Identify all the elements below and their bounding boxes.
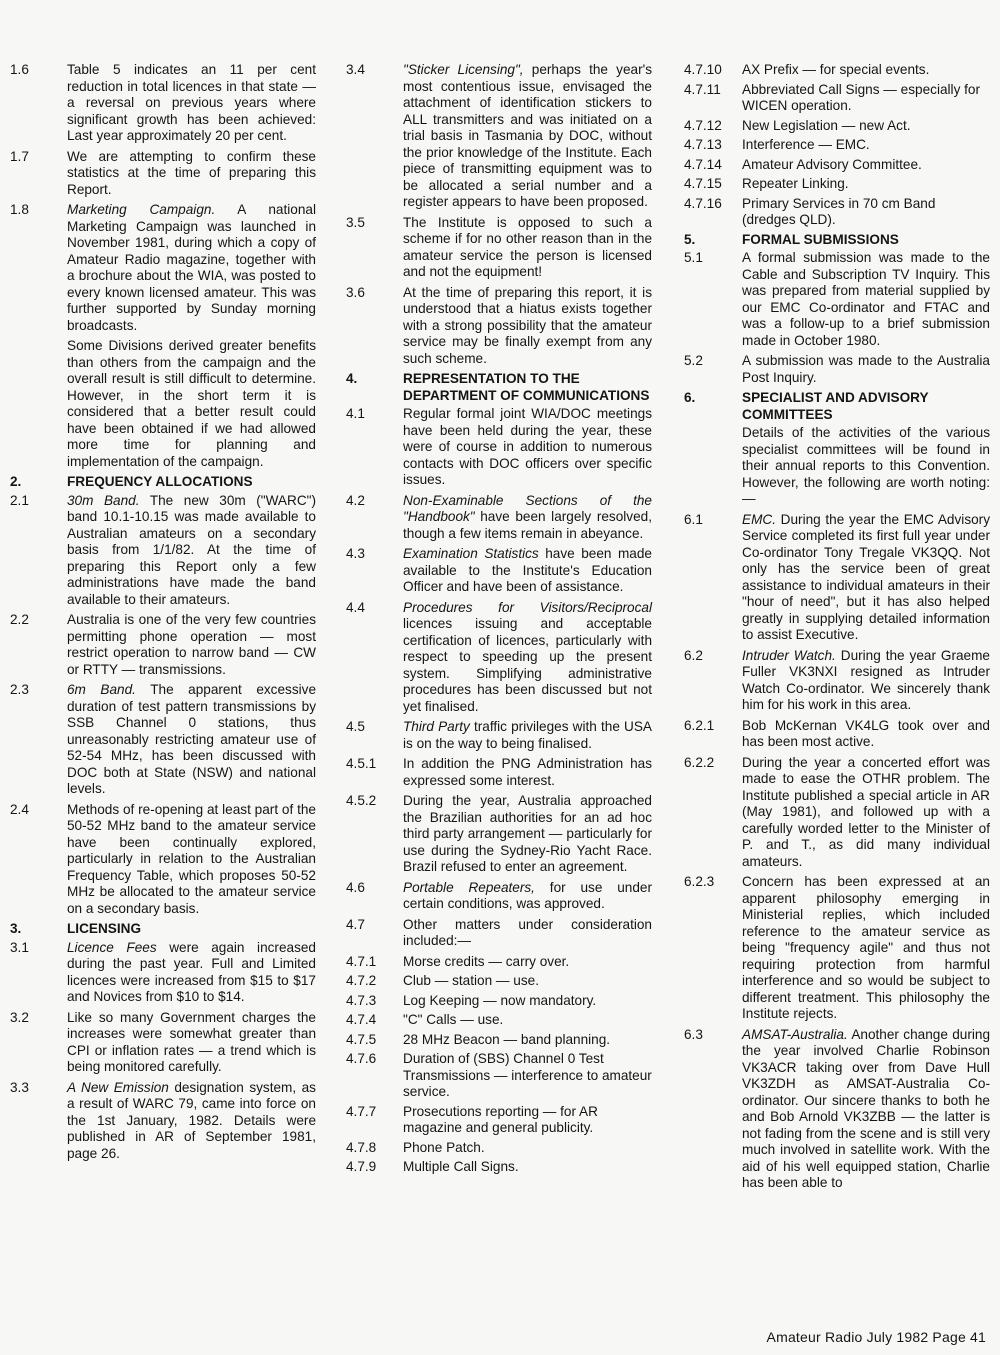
section-number: 4.7.11 [684,81,721,97]
paragraph-body [742,648,990,714]
heading-text: FREQUENCY ALLOCATIONS [67,474,253,489]
paragraph-title: Third Party [403,719,470,734]
section-number: 5.2 [684,353,703,368]
page-footer: Amateur Radio July 1982 Page 41 [766,1329,986,1345]
paragraph-text: During the year a concerted effort was made to ease the OTHR problem. The Institute published a special article in AR (May 1981), and followed up with a carefully worded letter to the Minister of P. and T., as did many individual amateurs. [742,754,990,869]
section-number: 3.2 [10,1009,29,1025]
paragraph-text: have been largely resolved, though a few items remain in abeyance. [403,509,652,541]
section-number: 4.5.1 [346,756,377,771]
column-right [684,62,990,1196]
list-item-4-7-9 [346,1159,652,1176]
list-text: Interference — EMC. [742,137,870,152]
paragraph-text: Bob McKernan VK4LG took over and has been most active. [742,717,990,749]
section-number: 4.6 [346,879,365,895]
section-number: 4.7.9 [346,1159,377,1174]
section-number: 4.7.16 [684,195,722,211]
paragraph-1-8 [10,202,316,334]
paragraph-body [403,62,652,211]
list-text: Log Keeping — now mandatory. [403,992,597,1008]
list-item-4-7-14 [684,157,990,174]
paragraph-text: During the year, Australia approached the Brazilian authorities for an ad hoc third party arrangement — particularly for use during the Sydney-Rio Yacht Race. Brazil refused to enter an agreement. [403,793,652,874]
paragraph-text: We are attempting to confirm these statistics at the time of preparing this Report. [67,148,316,197]
section-heading-4 [346,371,652,404]
list-item-4-7-16 [684,196,990,229]
list-text: New Legislation — new Act. [742,117,911,133]
paragraph-6-2-3 [684,874,990,1023]
paragraph-4-6 [346,880,652,913]
paragraph-title: Marketing Campaign. [67,202,216,217]
paragraph-6-2-1 [684,718,990,751]
paragraph-1-8-continued: Some Divisions derived greater benefits than others from the campaign and the overall result is still difficult to determine. However, in the short term it is considered that a better result could have been obtained if we had allowed more time for planning and implementation of the campaign. [67,338,316,469]
paragraph-text: A submission was made to the Australia Post Inquiry. [742,353,990,385]
paragraph-text: have been made available to the Institute's Education Officer and have been of assistance. [403,546,652,594]
paragraph-text: Regular formal joint WIA/DOC meetings have been held during the year, these were of course in addition to numerous contacts with DOC officers over specific issues. [403,406,652,487]
paragraph-3-4 [346,62,652,211]
paragraph-title: "Sticker Licensing", [403,62,524,77]
list-item-4-7-12 [684,118,990,135]
paragraph-3-1 [10,940,316,1006]
paragraph-title: AMSAT-Australia. [742,1026,848,1042]
list-item-4-7-4 [346,1012,652,1029]
section-number: 4.7.12 [684,117,722,133]
paragraph-body [67,682,316,798]
paragraph-3-5 [346,215,652,281]
paragraph-6-2 [684,648,990,714]
paragraph-1-6 [10,62,316,145]
list-item-4-7-3 [346,993,652,1010]
paragraph-text: Australia is one of the very few countries permitting phone operation — most restrict operation to narrow band — CW or RTTY — transmissions. [67,612,316,677]
paragraph-title: EMC. [742,511,776,527]
column-left [10,62,316,1166]
section-number: 4.7.8 [346,1139,377,1155]
section-number: 2.1 [10,492,29,508]
heading-text: LICENSING [67,921,142,936]
paragraph-text: perhaps the year's most contentious issue, envisaged the attachment of identification stickers to ALL transmitters and was initiated on a trial basis in Tasmania by DOC, without the prior knowledge of the Institute. Each piece of transmitting equipment was to be allocated a serial number and a register appears to have been proposed. [403,62,652,209]
paragraph-text: A national Marketing Campaign was launched in November 1981, during which a copy of Amateur Radio magazine, together with a brochure about the WIA, was posted to every known licensed amateur. This was further supported by Sunday morning broadcasts. [67,202,316,333]
paragraph-text: traffic privileges with the USA is on the way to being finalised. [403,719,652,751]
section-number: 2.3 [10,682,29,697]
heading-text: REPRESENTATION TO THE DEPARTMENT OF COMMUNICATIONS [403,371,650,403]
paragraph-title: 30m Band. [67,492,140,508]
paragraph-text: The Institute is opposed to such a scheme if for no other reason than in the amateur service the person is licensed and not the equipment! [403,214,652,279]
section-number: 3.3 [10,1079,29,1095]
paragraph-4-3 [346,546,652,596]
paragraph-title: A New Emission [67,1079,169,1095]
paragraph-body [403,493,652,543]
paragraph-4-4 [346,600,652,716]
paragraph-body [403,880,652,913]
section-number: 4.7.14 [684,156,722,172]
paragraph-text: Like so many Government charges the increases were somewhat greater than CPI or inflation rates — a trend which is being monitored carefully. [67,1009,316,1074]
paragraph-4-1 [346,406,652,489]
list-item-4-7-8 [346,1140,652,1157]
paragraph-text: licences issuing and acceptable certification of licences, particularly with respect to speeding up the present system. Simplifying administrative procedures has been discussed but not yet finalised. [403,616,652,714]
section-number: 3. [10,921,22,936]
section-number: 4.5.2 [346,793,377,808]
list-text: Multiple Call Signs. [403,1159,519,1174]
section-number: 4.3 [346,546,365,561]
paragraph-4-5 [346,719,652,752]
paragraph-title: 6m Band. [67,682,136,697]
list-text: Repeater Linking. [742,176,849,191]
list-text: AX Prefix — for special events. [742,62,930,77]
section-number: 5. [684,231,696,247]
section-heading-2 [10,474,316,491]
paragraph-text: During the year the EMC Advisory Service completed its first full year under Co-ordinator Tony Tregale VK3QQ. Not only has the service been of great assistance to individual amateurs in their "hour of need", but it has also helped greatly in supplying detailed information to assist Executive. [742,511,990,642]
section-heading-5 [684,232,990,249]
section-number: 4. [346,371,358,386]
paragraph-6-1 [684,512,990,644]
list-item-4-7-7 [346,1104,652,1137]
list-text: "C" Calls — use. [403,1012,504,1027]
list-item-4-7-11 [684,82,990,115]
list-item-4-7-13 [684,137,990,154]
paragraph-title: Intruder Watch. [742,647,836,663]
heading-text: SPECIALIST AND ADVISORY COMMITTEES [742,390,929,422]
paragraph-2-4 [10,802,316,918]
section-number: 2.2 [10,612,29,627]
section-number: 4.5 [346,719,365,734]
paragraph-text: The apparent excessive duration of test pattern transmissions by SSB Channel 0 stations, thus unreasonably restricting amateur use of 52-54 MHz, has been discussed with DOC both at State (NSW) and national levels. [67,682,317,796]
paragraph-3-6 [346,285,652,368]
section-number: 4.7.5 [346,1031,377,1047]
paragraph-text: Methods of re-opening at least part of the 50-52 MHz band to the amateur service have been continually explored, particularly in relation to the Australian Frequency Table, which proposes 50-52 MHz be allocated to the amateur service on a secondary basis. [67,801,316,916]
section-number: 4.7.4 [346,1012,377,1027]
section-number: 3.6 [346,284,365,300]
section-number: 4.7.10 [684,62,722,77]
paragraph-1-7 [10,149,316,199]
paragraph-body [67,202,316,334]
paragraph-text: At the time of preparing this report, it is understood that a hiatus exists together with a strong possibility that the amateur service may be finally exempt from any such scheme. [403,284,652,366]
paragraph-5-2 [684,353,990,386]
section-number: 6.2 [684,647,703,663]
paragraph-body [403,719,652,752]
section-number: 2.4 [10,801,29,817]
list-item-4-7-5 [346,1032,652,1049]
list-item-4-7-15 [684,176,990,193]
list-text: Club — station — use. [403,973,539,988]
paragraph-text: During the year Graeme Fuller VK3NXI resigned as Intruder Watch Co-ordinator. We sincerely thank him for his work in this area. [742,647,990,712]
paragraph-6-3 [684,1027,990,1192]
section-number: 4.7.6 [346,1051,377,1066]
paragraph-4-5-2 [346,793,652,876]
list-text: Prosecutions reporting — for AR magazine and general publicity. [403,1103,598,1135]
paragraph-6-intro: Details of the activities of the various specialist committees will be found in their annual reports to this Convention. However, the following are worth noting:— [742,425,990,506]
list-text: Primary Services in 70 cm Band (dredges QLD). [742,195,936,227]
section-number: 4.7.13 [684,137,722,152]
section-number: 4.2 [346,492,365,508]
paragraph-4-2 [346,493,652,543]
paragraph-body [67,940,316,1006]
section-number: 3.5 [346,214,365,230]
column-middle [346,62,652,1179]
section-number: 4.7 [346,916,365,932]
paragraph-3-3 [10,1080,316,1163]
heading-text: FORMAL SUBMISSIONS [742,231,899,247]
section-number: 1.8 [10,202,29,217]
paragraph-5-1 [684,250,990,349]
paragraph-2-1 [10,493,316,609]
list-text: Phone Patch. [403,1139,485,1155]
list-text: Abbreviated Call Signs — especially for WICEN operation. [742,81,981,113]
section-heading-3 [10,921,316,938]
paragraph-text: In addition the PNG Administration has expressed some interest. [403,756,652,788]
paragraph-text: Table 5 indicates an 11 per cent reduction in total licences in that state — a reversal on previous years where significant growth has been achieved: Last year approximately 20 per cent. [67,62,316,143]
section-number: 4.7.1 [346,953,377,969]
paragraph-text: The new 30m ("WARC") band 10.1-10.15 was made available to Australian amateurs on a secondary basis from 1/1/82. At the time of preparing this Report only a few administrations have made the band available to their amateurs. [67,492,316,607]
section-number: 4.7.2 [346,973,377,988]
paragraph-2-2 [10,612,316,678]
list-item-4-7-2 [346,973,652,990]
section-number: 4.7.3 [346,992,377,1008]
paragraph-title: Procedures for Visitors/Reciprocal [403,599,652,615]
list-item-4-7-1 [346,954,652,971]
section-number: 6.2.1 [684,717,715,733]
list-text: Morse credits — carry over. [403,953,570,969]
paragraph-2-3 [10,682,316,798]
section-number: 6.3 [684,1026,703,1042]
section-number: 1.6 [10,62,29,77]
paragraph-text: Concern has been expressed at an apparent philosophy emerging in Ministerial replies, which included reference to the amateur service as being "frequency agile" and thus not requiring protection from harmful interference and so would be subject to different treatment. This philosophy the Institute rejects. [742,874,990,1021]
list-text: Duration of (SBS) Channel 0 Test Transmissions — interference to amateur service. [403,1051,652,1099]
paragraph-body [67,493,316,609]
paragraph-title: Licence Fees [67,939,157,955]
section-number: 6.1 [684,511,703,527]
paragraph-4-5-1 [346,756,652,789]
paragraph-text: for use under certain conditions, was approved. [403,879,653,911]
list-item-4-7-10 [684,62,990,79]
paragraph-title: Non-Examinable Sections of the "Handbook" [403,492,652,524]
paragraph-body [403,600,652,716]
paragraph-4-7 [346,917,652,950]
list-text: 28 MHz Beacon — band planning. [403,1031,611,1047]
paragraph-text: designation system, as a result of WARC 79, came into force on the 1st January, 1982. Details were published in AR of September 1981, page 26. [67,1079,316,1161]
paragraph-body [403,546,652,596]
paragraph-body [742,512,990,644]
section-number: 4.4 [346,599,365,615]
paragraph-body [67,1080,316,1163]
section-number: 3.4 [346,62,365,77]
paragraph-3-2 [10,1010,316,1076]
section-number: 2. [10,474,22,489]
section-number: 6.2.3 [684,874,715,889]
paragraph-text: Other matters under consideration included:— [403,916,652,948]
paragraph-text: were again increased during the past year. Full and Limited licences were increased from $15 to $17 and Novices from $10 to $14. [67,939,316,1004]
paragraph-text: Another change during the year involved Charlie Robinson VK3ACR taking over from Dave Hull VK3ZDH as AMSAT-Australia Co-ordinator. Our sincere thanks to both he and Bob Arnold VK3ZBB — the latter is not fading from the scene and is still very much involved in satellite work. With the aid of his well equipped station, Charlie has been able to [742,1026,990,1190]
section-number: 4.1 [346,406,365,421]
section-number: 4.7.7 [346,1103,377,1119]
paragraph-6-2-2 [684,755,990,871]
list-text: Amateur Advisory Committee. [742,156,922,172]
paragraph-text: A formal submission was made to the Cable and Subscription TV Inquiry. This was prepared from material supplied by our EMC Co-ordinator and FTAC and was a follow-up to a brief submission made in October 1980. [742,250,990,348]
section-heading-6 [684,390,990,423]
section-number: 5.1 [684,250,703,265]
section-number: 6.2.2 [684,754,715,770]
section-number: 4.7.15 [684,176,722,191]
paragraph-body [742,1027,990,1192]
paragraph-title: Examination Statistics [403,546,539,561]
section-number: 3.1 [10,939,29,955]
section-number: 6. [684,390,696,405]
section-number: 1.7 [10,148,29,164]
list-item-4-7-6 [346,1051,652,1101]
paragraph-title: Portable Repeaters, [403,879,535,895]
